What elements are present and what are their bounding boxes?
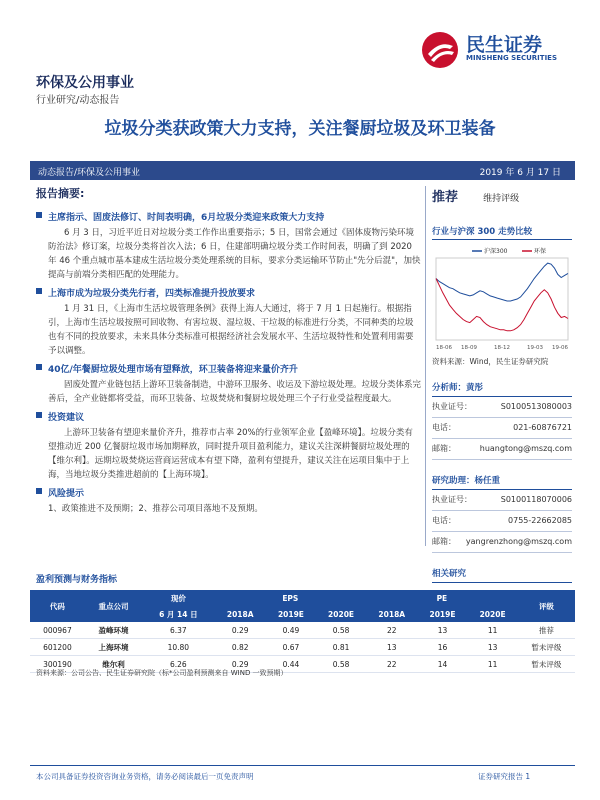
footer-page: 证券研究报告 1 [478, 772, 531, 781]
chart-title: 行业与沪深 300 走势比较 [432, 225, 572, 240]
section-heading: 风险提示 [36, 486, 421, 499]
chart-source: 资料来源：Wind，民生证券研究院 [432, 357, 549, 366]
cell-eps: 0.44 [266, 656, 316, 673]
table-row [30, 622, 575, 639]
cell-eps: 0.29 [215, 656, 266, 673]
x-tick-label: 19-06 [552, 345, 568, 351]
info-row [432, 418, 572, 439]
cell-eps: 0.58 [316, 622, 366, 639]
col-year: 2019E [266, 606, 316, 622]
cell-name: 维尔利 [85, 656, 142, 673]
cell-pe: 13 [366, 639, 417, 656]
cell-code: 300190 [30, 656, 85, 673]
logo-icon [420, 30, 460, 70]
cell-eps: 0.58 [316, 656, 366, 673]
cell-rating: 推荐 [518, 622, 575, 639]
col-name: 重点公司 [85, 590, 142, 622]
forecast-table [30, 590, 575, 673]
cell-pe: 11 [468, 656, 518, 673]
cell-eps: 0.82 [215, 639, 266, 656]
col-year: 2020E [468, 606, 518, 622]
cell-price: 10.80 [142, 639, 214, 656]
forecast-title: 盈利预测与财务指标 [36, 575, 118, 585]
sector-label: 环保及公用事业 [36, 75, 134, 91]
section-text: 6 月 3 日，习近平近日对垃圾分类工作作出重要指示；5 日，国常会通过《固体废物污染环境防治法》修订案，垃圾分类将首次入法；6 日，住建部明确垃圾分类工作时间表，明确了到 2020 年 46 个重点城市基本建成生活垃圾分类处理系统的目标，要求分类运输环节防止"先分后混"，加快提高与前端分类相匹配的处理能力。 [48, 228, 421, 280]
section-heading: 投资建议 [36, 410, 421, 423]
cell-price: 6.26 [142, 656, 214, 673]
section-text: 上游环卫装备有望迎来量价齐升，推荐市占率 20%的行业领军企业【盈峰环境】。垃圾分类有望推动近 200 亿餐厨垃圾市场加期释放，同时提升项目盈利能力，建议关注深耕餐厨垃圾处理的【维尔利】。远期垃圾焚烧运营商运营成本有望下降，盈利有望提升，建议关注在运项目集中于上海，当地垃圾分类推进超前的【上海环境】。 [48, 428, 413, 480]
series-line [436, 263, 568, 301]
cell-pe: 14 [417, 656, 467, 673]
cell-eps: 0.29 [215, 622, 266, 639]
info-value: S0100513080003 [500, 402, 572, 411]
col-year: 2020E [316, 606, 366, 622]
rating-block [432, 186, 572, 205]
sidebar [432, 186, 572, 583]
report-band [30, 161, 575, 180]
related-research-heading: 相关研究 [432, 567, 572, 583]
cell-eps: 0.49 [266, 622, 316, 639]
info-key: 执业证号： [432, 495, 472, 504]
table-row [30, 639, 575, 656]
section-heading: 上海市成为垃圾分类先行者，四类标准提升投放要求 [36, 286, 421, 299]
info-row [432, 532, 572, 553]
column-divider [425, 186, 426, 546]
info-key: 邮箱： [432, 537, 456, 546]
section-text: 1 月 31 日，《上海市生活垃圾管理条例》获得上海人大通过，将于 7 月 1 日起施行。根据指引，上海市生活垃圾按照可回收物、有害垃圾、湿垃圾、干垃圾的标准进行分类，不同种类的垃圾也有不同的投放要求，未来具体分类标准可根据经济社会发展水平、生活垃圾特性和处置利用需要予以调整。 [48, 304, 414, 356]
info-value: S0100118070006 [500, 495, 572, 504]
cell-pe: 13 [468, 639, 518, 656]
cell-pe: 13 [417, 622, 467, 639]
cell-name: 上海环境 [85, 639, 142, 656]
x-tick-label: 18-09 [461, 345, 477, 351]
cell-eps: 0.81 [316, 639, 366, 656]
x-tick-label: 18-06 [436, 345, 452, 351]
report-date: 2019 年 6 月 17 日 [479, 168, 561, 178]
legend-label: 沪深300 [484, 248, 508, 255]
report-title: 垃圾分类获政策大力支持，关注餐厨垃圾及环卫装备 [104, 119, 496, 139]
footer-divider [30, 765, 575, 766]
col-year: 2019E [417, 606, 467, 622]
legend-label: 环保 [534, 248, 547, 255]
cell-rating: 暂未评级 [518, 639, 575, 656]
col-pe: PE [366, 590, 518, 606]
assistant-heading: 研究助理：杨任重 [432, 474, 572, 490]
company-logo [420, 30, 570, 70]
cell-pe: 11 [468, 622, 518, 639]
section-text: 1、政策推进不及预期；2、推荐公司项目落地不及预期。 [48, 504, 263, 514]
info-value: 0755-22662085 [508, 516, 572, 525]
cell-price: 6.37 [142, 622, 214, 639]
summary-title: 报告摘要: [36, 187, 85, 200]
cell-code: 000967 [30, 622, 85, 639]
analyst-heading: 分析师：黄彤 [432, 381, 572, 397]
email-link[interactable]: huangtong@mszq.com [479, 444, 572, 453]
table-notes: 资料来源：公司公告、民生证券研究院（标*公司盈利预测来自 WIND 一致预期） [36, 669, 288, 677]
section-heading: 40亿/年餐厨垃圾处理市场有望释放，环卫装备将迎来量价齐升 [36, 362, 421, 375]
rating-sub: 维持评级 [483, 194, 520, 204]
info-key: 邮箱： [432, 444, 456, 453]
rating-label: 推荐 [432, 190, 459, 205]
col-year: 2018A [366, 606, 417, 622]
cell-eps: 0.67 [266, 639, 316, 656]
x-tick-label: 19-03 [527, 345, 543, 351]
summary-body [36, 206, 421, 518]
band-label: 动态报告/环保及公用事业 [38, 168, 141, 178]
cell-rating: 暂未评级 [518, 656, 575, 673]
series-line [436, 279, 568, 331]
col-rating: 评级 [518, 590, 575, 622]
info-key: 电话： [432, 423, 456, 432]
section-text: 固废处置产业链包括上游环卫装备制造，中游环卫服务、收运及下游垃圾处理。垃圾分类体系完善后，全产业链都将受益，而环卫装备、垃圾焚烧和餐厨垃圾处理三个子行业受益程度最大。 [48, 380, 422, 404]
cell-name: 盈峰环境 [85, 622, 142, 639]
info-key: 电话： [432, 516, 456, 525]
col-year: 2018A [215, 606, 266, 622]
trend-chart [432, 244, 572, 354]
col-price-date: 6 月 14 日 [142, 606, 214, 622]
info-key: 执业证号： [432, 402, 472, 411]
col-code: 代码 [30, 590, 85, 622]
logo-text-cn: 民生证券 [466, 34, 543, 56]
info-row [432, 511, 572, 532]
cell-pe: 16 [417, 639, 467, 656]
section-heading: 主席指示、固废法修订、时间表明确，6月垃圾分类迎来政策大力支持 [36, 210, 421, 223]
table-header-row [30, 590, 575, 606]
cell-pe: 22 [366, 622, 417, 639]
email-link[interactable]: yangrenzhong@mszq.com [465, 537, 572, 546]
cell-pe: 22 [366, 656, 417, 673]
info-row [432, 490, 572, 511]
info-row [432, 397, 572, 418]
col-eps: EPS [215, 590, 367, 606]
footer-disclaimer[interactable]: 本公司具备证券投资咨询业务资格，请务必阅读最后一页免责声明 [36, 772, 254, 781]
report-type: 行业研究/动态报告 [36, 95, 120, 106]
info-value: 021-60876721 [513, 423, 572, 432]
cell-code: 601200 [30, 639, 85, 656]
x-tick-label: 18-12 [494, 345, 510, 351]
col-price: 现价 [142, 590, 214, 606]
info-row [432, 439, 572, 460]
logo-text-en: MINSHENG SECURITIES [466, 54, 557, 62]
